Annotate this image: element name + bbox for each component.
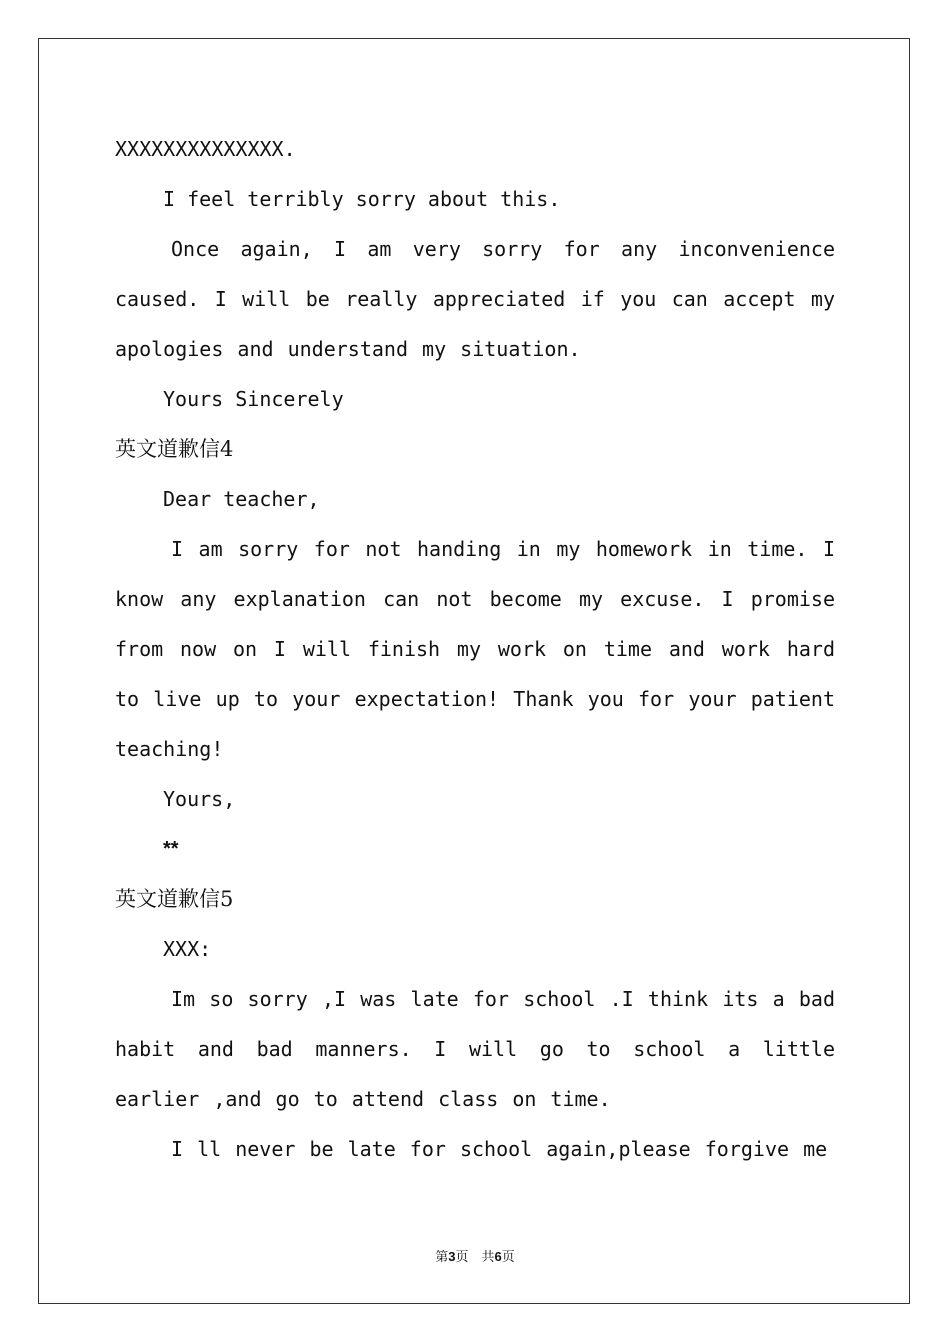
page-number: 3 bbox=[448, 1249, 456, 1264]
footer-mid: 页 共 bbox=[455, 1250, 495, 1265]
footer-suffix: 页 bbox=[501, 1250, 515, 1265]
salutation: XXX: bbox=[163, 937, 212, 961]
section-heading: 英文道歉信4 bbox=[115, 437, 234, 461]
text-line: I feel terribly sorry about this. bbox=[163, 187, 561, 211]
page-footer bbox=[0, 1246, 950, 1265]
closing-line: Yours Sincerely bbox=[163, 387, 344, 411]
salutation: Dear teacher, bbox=[163, 487, 320, 511]
paragraph: I am sorry for not handing in my homework in time. I know any explanation can not become my excuse. I promise from now on I will finish my work on time and work hard to live up to your expectation! Thank you for your patient teaching! bbox=[115, 537, 835, 761]
paragraph: Im so sorry ,I was late for school .I think its a bad habit and bad manners. I will go to school a little earlier ,and go to attend class on time. bbox=[115, 987, 835, 1111]
closing-line: Yours, bbox=[163, 787, 236, 811]
document-body bbox=[115, 124, 835, 1174]
section-heading: 英文道歉信5 bbox=[115, 887, 234, 911]
footer-prefix: 第 bbox=[435, 1250, 449, 1265]
paragraph: Once again, I am very sorry for any inconvenience caused. I will be really appreciated if you can accept my apologies and understand my situation. bbox=[115, 237, 835, 361]
signature: ** bbox=[163, 838, 179, 860]
page-total: 6 bbox=[494, 1249, 502, 1264]
text-line: XXXXXXXXXXXXXX. bbox=[115, 137, 296, 161]
paragraph: I ll never be late for school again,please forgive me bbox=[171, 1137, 828, 1161]
